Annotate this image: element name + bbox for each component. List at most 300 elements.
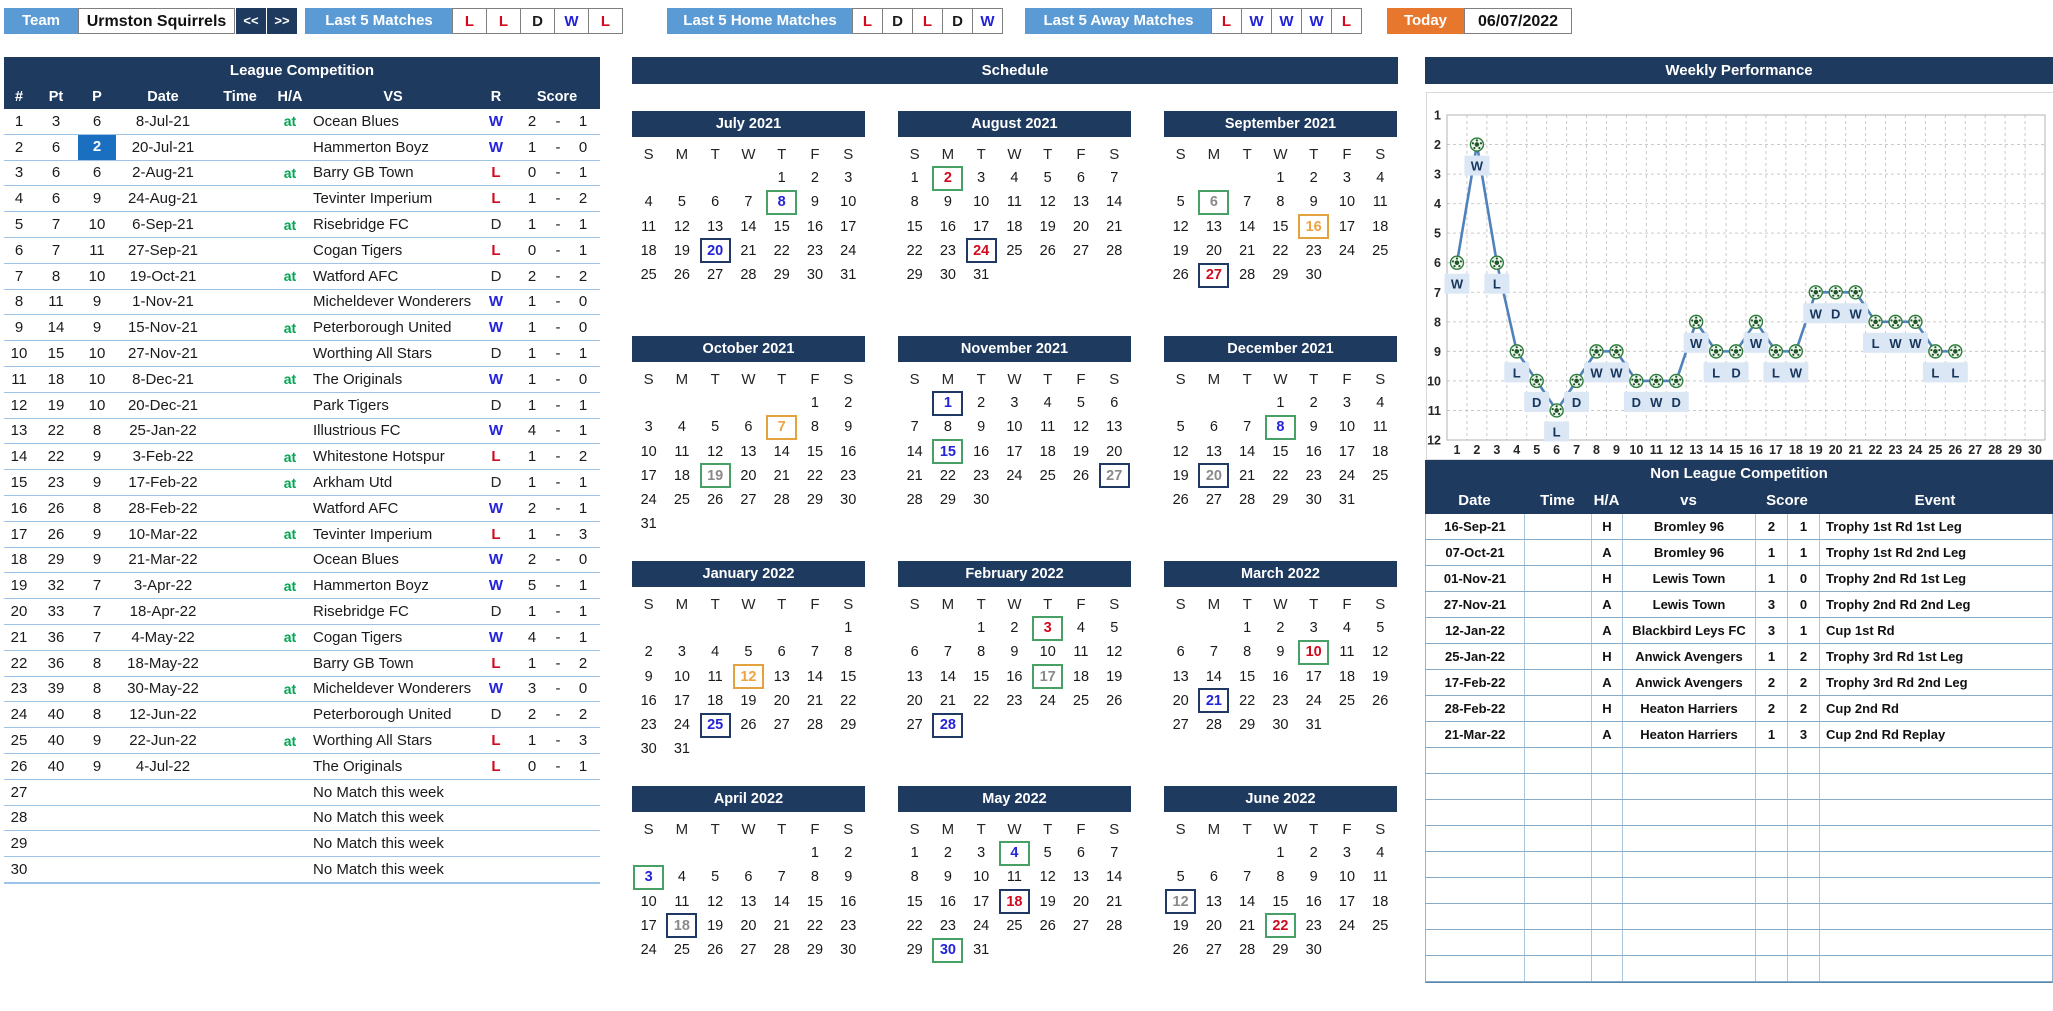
calendar-date-cell[interactable]: 5 xyxy=(1376,620,1385,637)
calendar-date-cell[interactable]: 27 xyxy=(1172,717,1189,734)
calendar-date-cell[interactable] xyxy=(965,239,998,263)
calendar-date-cell[interactable]: 13 xyxy=(740,893,757,910)
calendar-date-cell[interactable]: 22 xyxy=(906,917,923,934)
calendar-date-cell[interactable]: 30 xyxy=(973,492,990,509)
calendar-date-cell[interactable]: 9 xyxy=(844,869,853,886)
calendar-date-cell[interactable]: 11 xyxy=(1339,644,1355,661)
calendar-date-cell[interactable]: 10 xyxy=(973,869,990,886)
next-team-button[interactable]: >> xyxy=(266,8,297,34)
calendar-date-cell[interactable]: 10 xyxy=(1338,869,1356,886)
league-row[interactable]: 8 11 9 1-Nov-21 Micheldever Wonderers W 1 - 0 xyxy=(4,290,600,316)
league-row[interactable]: 14 22 9 3-Feb-22 at Whitestone Hotspur L 1 - 2 xyxy=(4,444,600,470)
calendar-date-cell[interactable]: 26 xyxy=(1039,242,1056,259)
calendar-date-cell[interactable] xyxy=(1264,914,1297,938)
calendar-date-cell[interactable]: 31 xyxy=(840,267,857,284)
calendar-date-cell[interactable]: 26 xyxy=(740,717,757,734)
calendar-date-cell[interactable]: 6 xyxy=(1209,419,1218,436)
calendar-date-cell[interactable]: 29 xyxy=(1239,717,1256,734)
calendar-date-cell[interactable]: 18 xyxy=(1372,218,1389,235)
calendar-date-cell[interactable]: 13 xyxy=(906,668,923,685)
league-row[interactable]: 7 8 10 19-Oct-21 at Watford AFC D 2 - 2 xyxy=(4,264,600,290)
calendar-date-cell[interactable]: 5 xyxy=(711,869,720,886)
match-day-away[interactable]: 15 xyxy=(932,439,963,464)
calendar-date-cell[interactable]: 19 xyxy=(673,242,690,259)
calendar-date-cell[interactable]: 6 xyxy=(1110,395,1119,412)
calendar-date-cell[interactable]: 19 xyxy=(1172,242,1189,259)
calendar-date-cell[interactable]: 23 xyxy=(973,467,990,484)
league-row[interactable]: 3 6 6 2-Aug-21 at Barry GB Town L 0 - 1 xyxy=(4,161,600,187)
league-row[interactable]: 24 40 8 12-Jun-22 Peterborough United D 2 - 2 xyxy=(4,702,600,728)
calendar-date-cell[interactable]: 19 xyxy=(1172,917,1189,934)
calendar-date-cell[interactable]: 18 xyxy=(640,242,657,259)
calendar-date-cell[interactable]: 13 xyxy=(773,668,790,685)
calendar-date-cell[interactable]: 24 xyxy=(1305,692,1322,709)
calendar-date-cell[interactable]: 25 xyxy=(673,942,690,959)
calendar-date-cell[interactable]: 6 xyxy=(1076,170,1085,187)
calendar-date-cell[interactable]: 20 xyxy=(773,692,790,709)
calendar-date-cell[interactable]: 23 xyxy=(1305,242,1322,259)
calendar-date-cell[interactable]: 22 xyxy=(806,467,824,484)
calendar-date-cell[interactable]: 14 xyxy=(740,218,757,235)
calendar-date-cell[interactable]: 31 xyxy=(1338,492,1356,509)
calendar-date-cell[interactable]: 21 xyxy=(806,692,824,709)
calendar-date-cell[interactable]: 13 xyxy=(740,443,757,460)
calendar-date-cell[interactable]: 21 xyxy=(939,692,956,709)
match-day-home[interactable]: 20 xyxy=(700,238,731,263)
calendar-date-cell[interactable]: 16 xyxy=(1305,893,1322,910)
calendar-date-cell[interactable]: 11 xyxy=(707,668,723,685)
calendar-date-cell[interactable]: 25 xyxy=(673,492,690,509)
calendar-date-cell[interactable]: 25 xyxy=(1372,242,1389,259)
calendar-date-cell[interactable]: 18 xyxy=(707,692,724,709)
calendar-date-cell[interactable]: 20 xyxy=(740,467,757,484)
calendar-date-cell[interactable]: 5 xyxy=(1043,845,1052,862)
calendar-date-cell[interactable]: 5 xyxy=(744,644,753,661)
calendar-date-cell[interactable]: 1 xyxy=(844,620,853,637)
calendar-date-cell[interactable]: 15 xyxy=(806,893,824,910)
league-row[interactable]: 15 23 9 17-Feb-22 at Arkham Utd D 1 - 1 xyxy=(4,470,600,496)
calendar-date-cell[interactable]: 23 xyxy=(939,242,956,259)
calendar-date-cell[interactable] xyxy=(931,938,964,962)
match-day-away[interactable]: 30 xyxy=(932,938,963,963)
calendar-date-cell[interactable]: 2 xyxy=(844,845,853,862)
calendar-date-cell[interactable]: 9 xyxy=(810,194,819,211)
league-row[interactable]: 13 22 8 25-Jan-22 Illustrious FC W 4 - 1 xyxy=(4,419,600,445)
calendar-date-cell[interactable]: 22 xyxy=(1272,467,1289,484)
calendar-date-cell[interactable]: 6 xyxy=(777,644,786,661)
calendar-date-cell[interactable] xyxy=(699,713,732,737)
calendar-date-cell[interactable]: 15 xyxy=(973,668,990,685)
calendar-date-cell[interactable]: 9 xyxy=(943,869,952,886)
calendar-date-cell[interactable]: 16 xyxy=(1272,668,1289,685)
calendar-date-cell[interactable]: 16 xyxy=(973,443,990,460)
match-day-home[interactable]: 21 xyxy=(1198,688,1229,713)
calendar-date-cell[interactable]: 26 xyxy=(707,942,724,959)
nonleague-empty-row[interactable] xyxy=(1426,800,2052,826)
calendar-date-cell[interactable]: 8 xyxy=(810,869,819,886)
calendar-date-cell[interactable]: 26 xyxy=(1106,692,1123,709)
calendar-date-cell[interactable]: 30 xyxy=(1272,717,1289,734)
nonleague-row[interactable]: 21-Mar-22 A Heaton Harriers 1 3 Cup 2nd Rd Replay xyxy=(1426,722,2052,748)
nonleague-empty-row[interactable] xyxy=(1426,852,2052,878)
calendar-date-cell[interactable]: 14 xyxy=(1106,194,1123,211)
calendar-date-cell[interactable]: 17 xyxy=(640,467,657,484)
calendar-date-cell[interactable]: 3 xyxy=(677,644,686,661)
match-day-away[interactable]: 19 xyxy=(700,463,731,488)
league-row[interactable]: 21 36 7 4-May-22 at Cogan Tigers W 4 - 1 xyxy=(4,625,600,651)
calendar-date-cell[interactable] xyxy=(931,166,964,190)
calendar-date-cell[interactable]: 13 xyxy=(1072,869,1090,886)
calendar-date-cell[interactable]: 13 xyxy=(1205,893,1222,910)
match-day-home[interactable]: 1 xyxy=(932,391,963,416)
calendar-date-cell[interactable]: 20 xyxy=(1205,917,1222,934)
calendar-date-cell[interactable]: 14 xyxy=(906,443,923,460)
calendar-date-cell[interactable]: 8 xyxy=(910,869,919,886)
match-day-away[interactable]: 8 xyxy=(1265,415,1296,440)
calendar-date-cell[interactable]: 29 xyxy=(1272,942,1289,959)
calendar-date-cell[interactable]: 11 xyxy=(1372,869,1388,886)
calendar-date-cell[interactable]: 31 xyxy=(1305,717,1322,734)
calendar-date-cell[interactable]: 11 xyxy=(1006,194,1022,211)
nonleague-row[interactable]: 25-Jan-22 H Anwick Avengers 1 2 Trophy 3rd Rd 1st Leg xyxy=(1426,644,2052,670)
calendar-date-cell[interactable]: 4 xyxy=(1043,395,1052,412)
calendar-date-cell[interactable]: 1 xyxy=(910,845,919,862)
match-day-away[interactable]: 22 xyxy=(1265,913,1296,938)
calendar-date-cell[interactable]: 24 xyxy=(1006,467,1023,484)
match-day-away[interactable]: 10 xyxy=(1298,640,1329,665)
calendar-date-cell[interactable]: 29 xyxy=(906,942,923,959)
league-row[interactable]: 16 26 8 28-Feb-22 Watford AFC W 2 - 1 xyxy=(4,496,600,522)
calendar-date-cell[interactable]: 8 xyxy=(1276,194,1285,211)
calendar-date-cell[interactable]: 25 xyxy=(640,267,657,284)
calendar-date-cell[interactable]: 16 xyxy=(806,218,824,235)
league-row[interactable]: 1 3 6 8-Jul-21 at Ocean Blues W 2 - 1 xyxy=(4,109,600,135)
match-day-away[interactable]: 8 xyxy=(766,190,797,215)
calendar-date-cell[interactable]: 10 xyxy=(1338,419,1356,436)
calendar-date-cell[interactable]: 12 xyxy=(673,218,690,235)
calendar-date-cell[interactable]: 29 xyxy=(1272,267,1289,284)
calendar-date-cell[interactable]: 1 xyxy=(1276,845,1285,862)
calendar-date-cell[interactable]: 17 xyxy=(1338,443,1356,460)
calendar-date-cell[interactable]: 27 xyxy=(906,717,923,734)
calendar-date-cell[interactable]: 22 xyxy=(773,242,790,259)
calendar-date-cell[interactable]: 13 xyxy=(1106,419,1123,436)
match-day-nonleague[interactable]: 7 xyxy=(766,415,797,440)
calendar-date-cell[interactable]: 28 xyxy=(1106,917,1123,934)
league-row[interactable]: 4 6 9 24-Aug-21 Tevinter Imperium L 1 - 2 xyxy=(4,186,600,212)
calendar-date-cell[interactable]: 28 xyxy=(1239,942,1256,959)
calendar-date-cell[interactable]: 1 xyxy=(777,170,786,187)
calendar-date-cell[interactable]: 7 xyxy=(810,644,819,661)
calendar-date-cell[interactable]: 13 xyxy=(707,218,724,235)
nonleague-empty-row[interactable] xyxy=(1426,930,2052,956)
calendar-date-cell[interactable]: 2 xyxy=(844,395,853,412)
calendar-date-cell[interactable]: 1 xyxy=(1276,395,1285,412)
calendar-date-cell[interactable]: 4 xyxy=(644,194,653,211)
match-day-home[interactable]: 28 xyxy=(932,713,963,738)
calendar-date-cell[interactable]: 11 xyxy=(674,443,690,460)
calendar-date-cell[interactable]: 3 xyxy=(844,170,853,187)
calendar-date-cell[interactable]: 7 xyxy=(1243,194,1252,211)
calendar-date-cell[interactable]: 10 xyxy=(1039,644,1056,661)
calendar-date-cell[interactable]: 13 xyxy=(1205,218,1222,235)
nonleague-row[interactable]: 27-Nov-21 A Lewis Town 3 0 Trophy 2nd Rd 2nd Leg xyxy=(1426,592,2052,618)
calendar-date-cell[interactable]: 30 xyxy=(840,492,857,509)
calendar-date-cell[interactable]: 12 xyxy=(1039,194,1056,211)
calendar-date-cell[interactable] xyxy=(765,190,798,214)
calendar-date-cell[interactable]: 22 xyxy=(806,917,824,934)
calendar-date-cell[interactable]: 29 xyxy=(939,492,956,509)
calendar-date-cell[interactable]: 15 xyxy=(773,218,790,235)
calendar-date-cell[interactable]: 29 xyxy=(906,267,923,284)
calendar-date-cell[interactable]: 28 xyxy=(806,717,824,734)
calendar-date-cell[interactable]: 18 xyxy=(1072,668,1090,685)
calendar-date-cell[interactable]: 5 xyxy=(1076,395,1085,412)
calendar-date-cell[interactable]: 6 xyxy=(1209,869,1218,886)
calendar-date-cell[interactable]: 11 xyxy=(1073,644,1089,661)
calendar-date-cell[interactable]: 28 xyxy=(1106,242,1123,259)
calendar-date-cell[interactable] xyxy=(1197,263,1230,287)
calendar-date-cell[interactable]: 12 xyxy=(1172,218,1189,235)
calendar-date-cell[interactable]: 15 xyxy=(1272,218,1289,235)
calendar-date-cell[interactable]: 5 xyxy=(711,419,720,436)
calendar-date-cell[interactable]: 10 xyxy=(640,893,657,910)
calendar-date-cell[interactable]: 27 xyxy=(740,492,757,509)
calendar-date-cell[interactable]: 7 xyxy=(777,869,786,886)
calendar-date-cell[interactable]: 20 xyxy=(1106,443,1123,460)
league-row[interactable]: 22 36 8 18-May-22 Barry GB Town L 1 - 2 xyxy=(4,651,600,677)
calendar-date-cell[interactable]: 21 xyxy=(1239,917,1256,934)
calendar-date-cell[interactable]: 26 xyxy=(1039,917,1056,934)
match-day-away[interactable]: 6 xyxy=(1198,190,1229,215)
calendar-date-cell[interactable]: 5 xyxy=(1110,620,1119,637)
match-day-nonleague[interactable]: 16 xyxy=(1298,214,1329,239)
calendar-date-cell[interactable]: 6 xyxy=(744,419,753,436)
calendar-date-cell[interactable]: 14 xyxy=(1106,869,1123,886)
calendar-date-cell[interactable] xyxy=(699,464,732,488)
calendar-date-cell[interactable]: 8 xyxy=(977,644,986,661)
calendar-date-cell[interactable]: 24 xyxy=(673,717,690,734)
calendar-date-cell[interactable]: 1 xyxy=(910,170,919,187)
calendar-date-cell[interactable]: 25 xyxy=(1372,917,1389,934)
calendar-date-cell[interactable]: 26 xyxy=(1172,492,1189,509)
calendar-date-cell[interactable]: 14 xyxy=(939,668,956,685)
nonleague-empty-row[interactable] xyxy=(1426,748,2052,774)
calendar-date-cell[interactable]: 24 xyxy=(640,492,657,509)
calendar-date-cell[interactable] xyxy=(1031,665,1064,689)
calendar-date-cell[interactable]: 30 xyxy=(840,942,857,959)
calendar-date-cell[interactable]: 20 xyxy=(1172,692,1189,709)
prev-team-button[interactable]: << xyxy=(235,8,266,34)
calendar-date-cell[interactable]: 21 xyxy=(1106,218,1123,235)
calendar-date-cell[interactable]: 12 xyxy=(707,893,724,910)
calendar-date-cell[interactable]: 24 xyxy=(1338,242,1356,259)
calendar-date-cell[interactable]: 2 xyxy=(1276,620,1285,637)
league-row[interactable]: 27 No Match this week xyxy=(4,780,600,806)
calendar-date-cell[interactable]: 2 xyxy=(1309,845,1318,862)
calendar-date-cell[interactable]: 6 xyxy=(1176,644,1185,661)
calendar-date-cell[interactable]: 12 xyxy=(1106,644,1123,661)
calendar-date-cell[interactable]: 11 xyxy=(1372,419,1388,436)
calendar-date-cell[interactable]: 19 xyxy=(1039,893,1056,910)
calendar-date-cell[interactable]: 29 xyxy=(840,717,857,734)
calendar-date-cell[interactable]: 22 xyxy=(939,467,956,484)
league-row[interactable]: 17 26 9 10-Mar-22 at Tevinter Imperium L 1 - 3 xyxy=(4,522,600,548)
calendar-date-cell[interactable]: 29 xyxy=(773,267,790,284)
nonleague-row[interactable]: 12-Jan-22 A Blackbird Leys FC 3 1 Cup 1st Rd xyxy=(1426,618,2052,644)
league-row[interactable]: 2 6 2 20-Jul-21 Hammerton Boyz W 1 - 0 xyxy=(4,135,600,161)
calendar-date-cell[interactable]: 22 xyxy=(840,692,857,709)
calendar-date-cell[interactable]: 24 xyxy=(1039,692,1056,709)
calendar-date-cell[interactable]: 9 xyxy=(644,668,653,685)
calendar-date-cell[interactable]: 19 xyxy=(1072,443,1090,460)
calendar-date-cell[interactable]: 21 xyxy=(740,242,757,259)
calendar-date-cell[interactable]: 19 xyxy=(1172,467,1189,484)
calendar-date-cell[interactable]: 28 xyxy=(1239,267,1256,284)
calendar-date-cell[interactable]: 14 xyxy=(1239,218,1256,235)
nonleague-row[interactable]: 16-Sep-21 H Bromley 96 2 1 Trophy 1st Rd 1st Leg xyxy=(1426,514,2052,540)
calendar-date-cell[interactable]: 5 xyxy=(1176,419,1185,436)
calendar-date-cell[interactable]: 31 xyxy=(673,741,690,758)
calendar-date-cell[interactable] xyxy=(1264,415,1297,439)
calendar-date-cell[interactable]: 19 xyxy=(1372,668,1389,685)
calendar-date-cell[interactable]: 21 xyxy=(773,917,790,934)
calendar-date-cell[interactable]: 2 xyxy=(1309,395,1318,412)
calendar-date-cell[interactable]: 11 xyxy=(641,218,657,235)
calendar-date-cell[interactable]: 16 xyxy=(1006,668,1023,685)
calendar-date-cell[interactable]: 8 xyxy=(844,644,853,661)
calendar-date-cell[interactable]: 4 xyxy=(711,644,720,661)
league-row[interactable]: 9 14 9 15-Nov-21 at Peterborough United W 1 - 0 xyxy=(4,315,600,341)
calendar-date-cell[interactable] xyxy=(1164,890,1197,914)
calendar-date-cell[interactable]: 26 xyxy=(1172,942,1189,959)
calendar-date-cell[interactable]: 8 xyxy=(910,194,919,211)
calendar-date-cell[interactable]: 1 xyxy=(810,845,819,862)
match-day-home[interactable]: 27 xyxy=(1198,263,1229,288)
calendar-date-cell[interactable]: 30 xyxy=(1305,942,1322,959)
match-day-home[interactable]: 25 xyxy=(700,713,731,738)
calendar-date-cell[interactable]: 3 xyxy=(1342,845,1351,862)
calendar-date-cell[interactable]: 17 xyxy=(1305,668,1322,685)
calendar-date-cell[interactable] xyxy=(699,239,732,263)
league-row[interactable]: 26 40 9 4-Jul-22 The Originals L 0 - 1 xyxy=(4,754,600,780)
match-day-away[interactable]: 3 xyxy=(1032,616,1063,641)
calendar-date-cell[interactable] xyxy=(998,890,1031,914)
calendar-date-cell[interactable] xyxy=(931,440,964,464)
calendar-date-cell[interactable]: 27 xyxy=(773,717,790,734)
calendar-date-cell[interactable]: 24 xyxy=(973,917,990,934)
calendar-date-cell[interactable]: 23 xyxy=(939,917,956,934)
match-day-home[interactable]: 20 xyxy=(1198,463,1229,488)
calendar-date-cell[interactable] xyxy=(732,665,765,689)
calendar-date-cell[interactable]: 18 xyxy=(673,467,690,484)
calendar-date-cell[interactable]: 15 xyxy=(906,893,923,910)
calendar-date-cell[interactable] xyxy=(1098,464,1131,488)
calendar-date-cell[interactable]: 15 xyxy=(906,218,923,235)
calendar-date-cell[interactable]: 1 xyxy=(977,620,986,637)
nonleague-row[interactable]: 28-Feb-22 H Heaton Harriers 2 2 Cup 2nd Rd xyxy=(1426,696,2052,722)
calendar-date-cell[interactable] xyxy=(998,841,1031,865)
calendar-date-cell[interactable]: 27 xyxy=(1072,242,1090,259)
calendar-date-cell[interactable]: 20 xyxy=(1205,242,1222,259)
calendar-date-cell[interactable]: 21 xyxy=(906,467,923,484)
calendar-date-cell[interactable]: 17 xyxy=(640,917,657,934)
calendar-date-cell[interactable]: 16 xyxy=(939,893,956,910)
calendar-date-cell[interactable]: 21 xyxy=(1106,893,1123,910)
calendar-date-cell[interactable]: 8 xyxy=(810,419,819,436)
calendar-date-cell[interactable]: 14 xyxy=(806,668,824,685)
calendar-date-cell[interactable]: 1 xyxy=(1243,620,1252,637)
calendar-date-cell[interactable]: 17 xyxy=(973,893,990,910)
calendar-date-cell[interactable]: 14 xyxy=(773,893,790,910)
calendar-date-cell[interactable]: 11 xyxy=(1040,419,1056,436)
calendar-date-cell[interactable]: 25 xyxy=(1006,242,1023,259)
nonleague-row[interactable]: 01-Nov-21 H Lewis Town 1 0 Trophy 2nd Rd 1st Leg xyxy=(1426,566,2052,592)
calendar-date-cell[interactable]: 30 xyxy=(806,267,824,284)
calendar-date-cell[interactable]: 17 xyxy=(973,218,990,235)
calendar-date-cell[interactable]: 15 xyxy=(840,668,857,685)
match-day-away[interactable]: 2 xyxy=(932,166,963,191)
match-day-home[interactable]: 18 xyxy=(999,889,1030,914)
calendar-date-cell[interactable]: 10 xyxy=(640,443,657,460)
nonleague-row[interactable]: 07-Oct-21 A Bromley 96 1 1 Trophy 1st Rd 2nd Leg xyxy=(1426,540,2052,566)
calendar-date-cell[interactable]: 10 xyxy=(973,194,990,211)
calendar-date-cell[interactable]: 26 xyxy=(1072,467,1090,484)
calendar-date-cell[interactable]: 9 xyxy=(1309,419,1318,436)
calendar-date-cell[interactable]: 26 xyxy=(707,492,724,509)
calendar-date-cell[interactable]: 4 xyxy=(1376,395,1385,412)
calendar-date-cell[interactable]: 4 xyxy=(1342,620,1351,637)
calendar-date-cell[interactable] xyxy=(1197,464,1230,488)
calendar-date-cell[interactable] xyxy=(1197,689,1230,713)
calendar-date-cell[interactable] xyxy=(1297,215,1330,239)
calendar-date-cell[interactable]: 20 xyxy=(740,917,757,934)
league-row[interactable]: 11 18 10 8-Dec-21 at The Originals W 1 - 0 xyxy=(4,367,600,393)
calendar-date-cell[interactable]: 25 xyxy=(1072,692,1090,709)
nonleague-empty-row[interactable] xyxy=(1426,956,2052,982)
calendar-date-cell[interactable]: 14 xyxy=(773,443,790,460)
calendar-date-cell[interactable]: 9 xyxy=(844,419,853,436)
calendar-date-cell[interactable]: 15 xyxy=(1272,443,1289,460)
nonleague-empty-row[interactable] xyxy=(1426,826,2052,852)
league-row[interactable]: 18 29 9 21-Mar-22 Ocean Blues W 2 - 0 xyxy=(4,548,600,574)
calendar-date-cell[interactable]: 12 xyxy=(1372,644,1389,661)
calendar-date-cell[interactable]: 18 xyxy=(1338,668,1356,685)
calendar-date-cell[interactable]: 4 xyxy=(1076,620,1085,637)
calendar-date-cell[interactable]: 5 xyxy=(1176,869,1185,886)
calendar-date-cell[interactable]: 2 xyxy=(943,845,952,862)
match-day-home[interactable]: 24 xyxy=(966,238,997,263)
calendar-date-cell[interactable]: 31 xyxy=(973,942,990,959)
calendar-date-cell[interactable]: 17 xyxy=(1006,443,1023,460)
calendar-date-cell[interactable]: 23 xyxy=(1305,917,1322,934)
calendar-date-cell[interactable]: 27 xyxy=(740,942,757,959)
calendar-date-cell[interactable]: 3 xyxy=(644,419,653,436)
calendar-date-cell[interactable]: 4 xyxy=(677,419,686,436)
calendar-date-cell[interactable]: 10 xyxy=(840,194,857,211)
calendar-date-cell[interactable]: 31 xyxy=(973,267,990,284)
nonleague-empty-row[interactable] xyxy=(1426,904,2052,930)
calendar-date-cell[interactable]: 15 xyxy=(1239,668,1256,685)
calendar-date-cell[interactable]: 2 xyxy=(644,644,653,661)
calendar-date-cell[interactable]: 6 xyxy=(711,194,720,211)
calendar-date-cell[interactable]: 22 xyxy=(973,692,990,709)
match-day-away[interactable]: 4 xyxy=(999,841,1030,866)
calendar-date-cell[interactable]: 9 xyxy=(1309,194,1318,211)
calendar-date-cell[interactable]: 9 xyxy=(977,419,986,436)
calendar-date-cell[interactable]: 15 xyxy=(806,443,824,460)
calendar-date-cell[interactable]: 16 xyxy=(939,218,956,235)
